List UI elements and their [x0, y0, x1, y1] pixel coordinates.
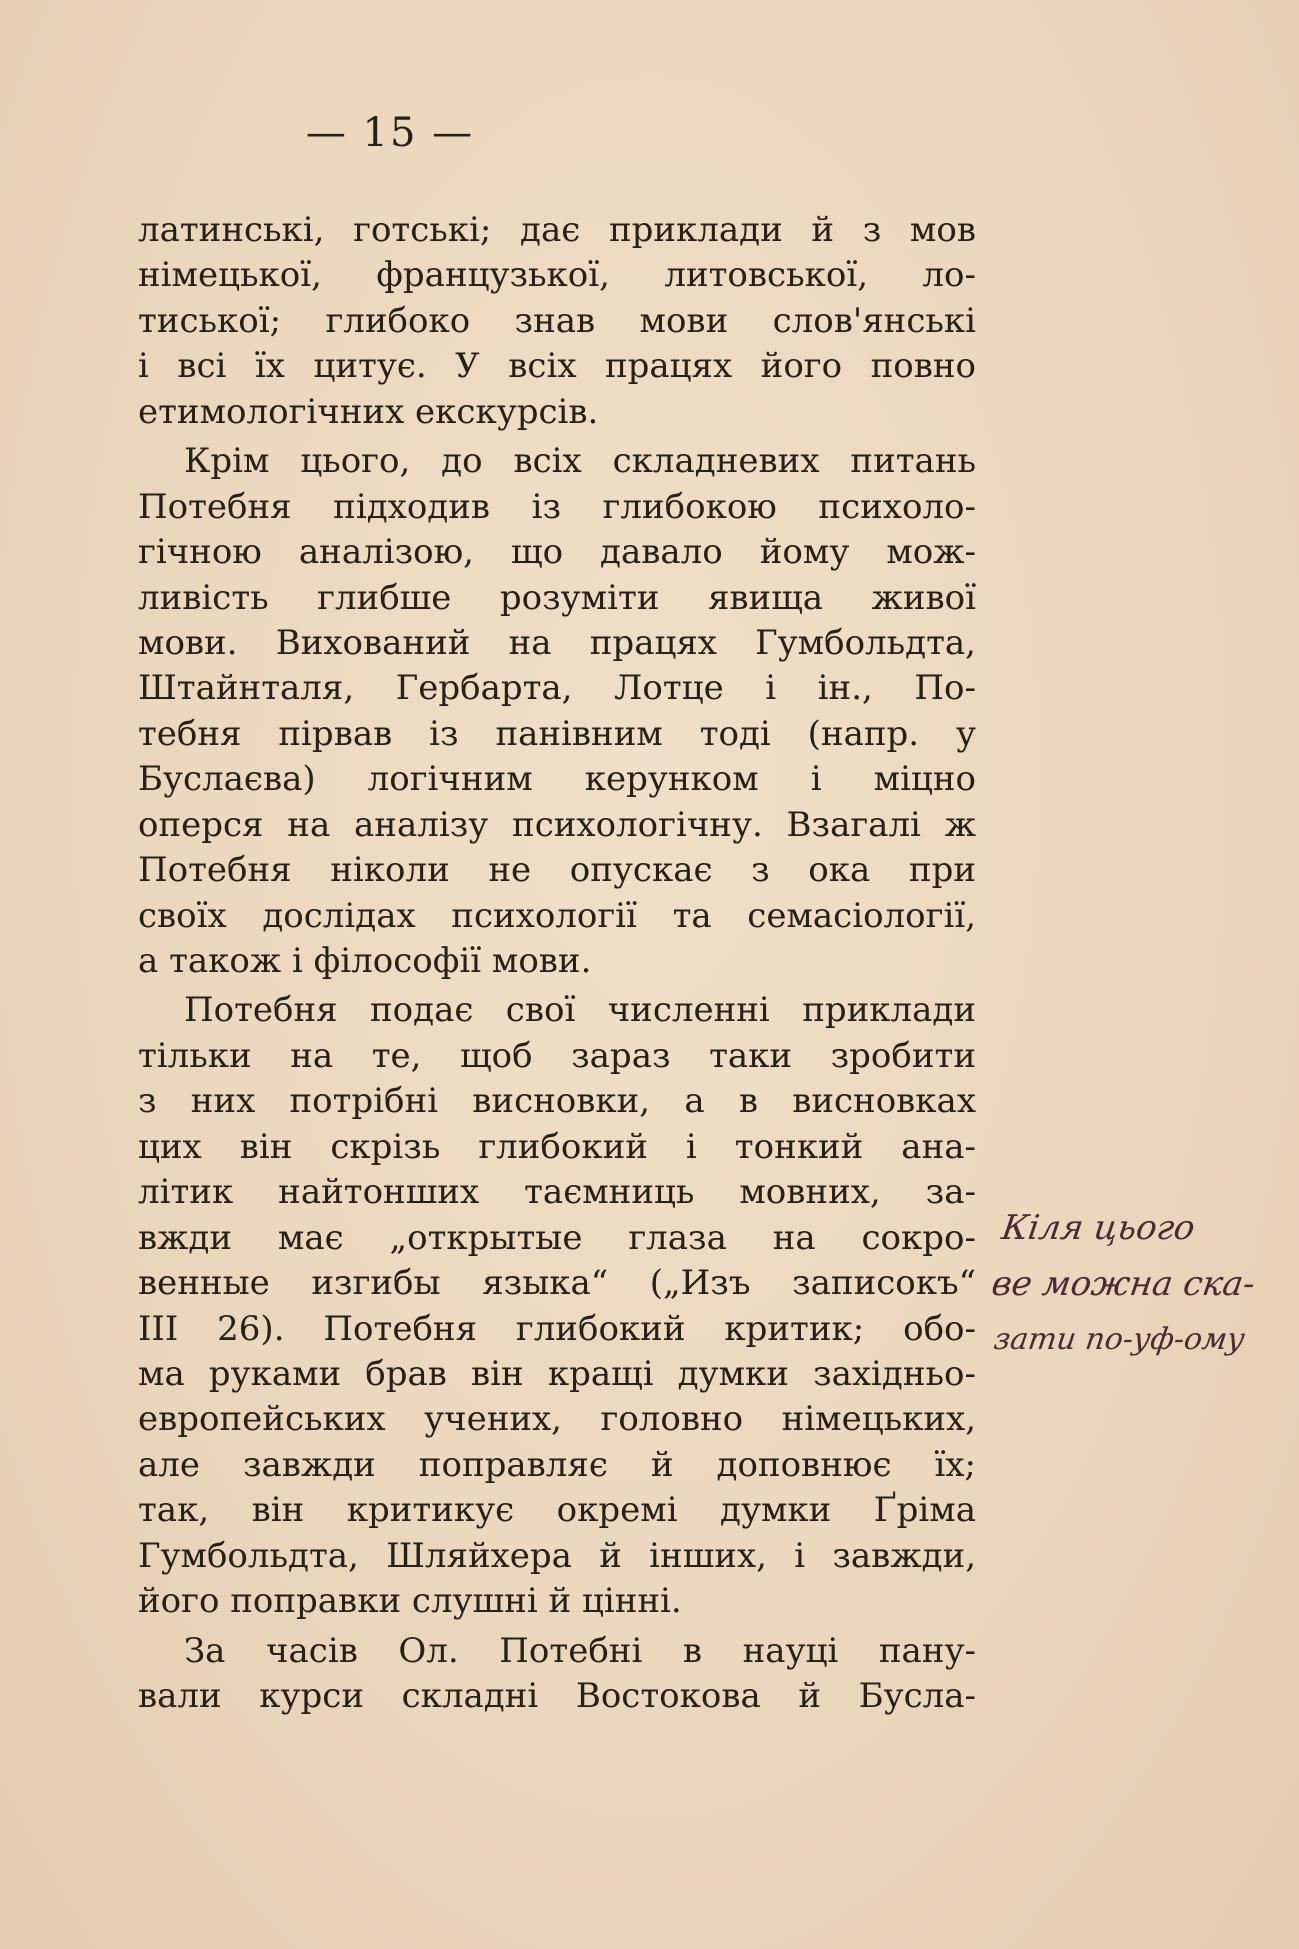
text-line: німецької, французької, литовської, ло-	[138, 255, 976, 296]
text-line: венные изгибы языка“ („Изъ записокъ“	[138, 1263, 976, 1304]
text-line: латинські, готські; дає приклади й з мов	[138, 210, 976, 250]
text-line: ма руками брав він кращі думки західньо-	[138, 1353, 976, 1394]
text-line: цих він скрізь глибокий і тонкий ана-	[138, 1126, 976, 1167]
text-line: тільки на те, щоб зараз таки зробити	[138, 1035, 976, 1076]
text-line: ливість глибше розуміти явища живої	[138, 577, 976, 618]
text-line: і всі їх цитує. У всіх працях його повно	[138, 346, 976, 387]
text-line: Потебня підходив із глибокою психоло-	[138, 486, 976, 527]
text-line: його поправки слушні й цінні.	[138, 1581, 682, 1622]
text-line: оперся на аналізу психологічну. Взагалі ж	[138, 804, 976, 845]
text-line: а також і філософії мови.	[138, 941, 592, 981]
text-line: Крім цього, до всіх складневих питань	[184, 441, 976, 482]
text-line: гічною аналізою, що давало йому мож-	[138, 532, 976, 573]
handwritten-margin-note	[989, 1200, 1292, 1368]
text-line: етимологічних екскурсів.	[138, 391, 599, 432]
text-line: Потебня подає свої численні приклади	[184, 990, 976, 1031]
text-line: Гумбольдта, Шляйхера й інших, і завжди,	[138, 1535, 976, 1576]
text-line: але завжди поправляє й доповнює їх;	[138, 1444, 976, 1485]
text-line: вали курси складні Востокова й Бусла-	[138, 1676, 976, 1716]
text-line: Буслаєва) логічним керунком і міцно	[138, 759, 976, 800]
text-line: Потебня ніколи не опускає з ока при	[138, 850, 976, 891]
text-line: вжди має „открытые глаза на сокро-	[138, 1217, 976, 1258]
text-line: так, він критикує окремі думки Ґріма	[138, 1490, 976, 1531]
text-line: Штайнталя, Гербарта, Лотце і ін., По-	[138, 668, 976, 709]
text-line: мови. Вихований на працях Гумбольдта,	[138, 622, 976, 663]
margin-note-line: зати по-уф-ому	[991, 1322, 1247, 1357]
margin-note-line: ве можна ска-	[989, 1264, 1258, 1304]
text-line: европейських учених, головно німецьких,	[138, 1399, 976, 1440]
text-line: За часів Ол. Потебні в науці пану-	[184, 1630, 976, 1671]
text-line: своїх дослідах психології та семасіології,	[138, 895, 976, 936]
margin-note-line: Кіля цього	[999, 1208, 1198, 1248]
text-line: тиської; глибоко знав мови слов'янські	[138, 300, 976, 341]
text-line: тебня пірвав із панівним тоді (напр. у	[138, 713, 976, 754]
text-line: літик найтонших таємниць мовних, за-	[138, 1172, 976, 1213]
text-line: III 26). Потебня глибокий критик; обо-	[138, 1308, 976, 1349]
page-number: — 15 —	[305, 110, 475, 156]
text-line: з них потрібні висновки, а в висновках	[138, 1081, 976, 1122]
text-body	[138, 208, 976, 1719]
